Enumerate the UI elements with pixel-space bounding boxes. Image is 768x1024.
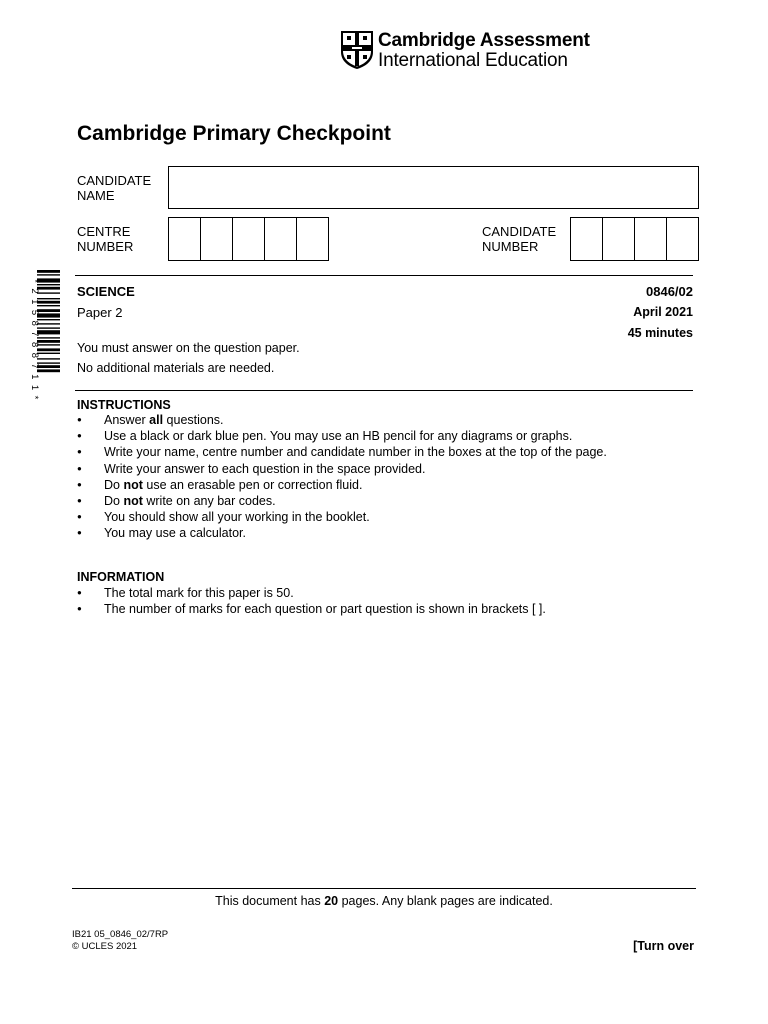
list-item — [77, 412, 607, 428]
turn-over-label: [Turn over — [633, 939, 694, 953]
information-list — [77, 585, 546, 617]
centre-number-digit-box[interactable] — [169, 218, 201, 260]
list-item — [77, 509, 607, 525]
instructions-heading: INSTRUCTIONS — [77, 398, 171, 412]
page-count-note — [0, 894, 768, 908]
page-title: Cambridge Primary Checkpoint — [77, 122, 391, 145]
paper-number: Paper 2 — [77, 305, 123, 320]
instruction-text: Answer — [104, 413, 150, 427]
exam-date: April 2021 — [633, 305, 693, 319]
list-item — [77, 585, 546, 601]
instructions-list — [77, 412, 607, 542]
instruction-text: You may use a calculator. — [104, 526, 246, 541]
instruction-text: Write your answer to each question in the space provided. — [104, 461, 426, 476]
document-reference: IB21 05_0846_02/7RP — [72, 929, 169, 940]
barcode — [20, 270, 62, 412]
candidate-number-digit-box[interactable] — [635, 218, 667, 260]
instruction-text: questions. — [163, 413, 224, 427]
candidate-number-field[interactable] — [570, 217, 699, 261]
centre-number-label-line1: CENTRE — [77, 224, 131, 239]
centre-number-digit-box[interactable] — [265, 218, 297, 260]
divider — [75, 275, 693, 276]
instruction-text: Do — [104, 477, 124, 492]
list-item — [77, 477, 607, 493]
barcode-text: * 2 1 5 8 7 8 8 7 1 1 * — [29, 279, 40, 401]
centre-number-digit-box[interactable] — [233, 218, 265, 260]
paper-code: 0846/02 — [646, 284, 693, 299]
candidate-name-label-line2: NAME — [77, 188, 115, 203]
centre-number-digit-box[interactable] — [201, 218, 233, 260]
subject: SCIENCE — [77, 284, 135, 299]
centre-number-label — [77, 224, 133, 254]
candidate-number-digit-box[interactable] — [603, 218, 635, 260]
information-heading: INFORMATION — [77, 570, 165, 584]
footer-divider — [72, 888, 696, 889]
list-item — [77, 525, 607, 541]
candidate-number-label-line2: NUMBER — [482, 239, 539, 254]
instruction-text: Write your name, centre number and candidate number in the boxes at the top of the page. — [104, 445, 607, 460]
materials-note-1: You must answer on the question paper. — [77, 341, 300, 355]
list-item — [77, 444, 607, 460]
page-count-text: This document has — [215, 894, 325, 908]
list-item — [77, 461, 607, 477]
instruction-emphasis: all — [149, 413, 164, 427]
instruction-text: Do — [104, 493, 124, 508]
logo-text-line1: Cambridge Assessment — [378, 30, 590, 51]
page-count-number: 20 — [324, 894, 339, 908]
instruction-text: Use a black or dark blue pen. You may use an HB pencil for any diagrams or graphs. — [104, 429, 573, 444]
instruction-text: use an erasable pen or correction fluid. — [142, 477, 363, 492]
instruction-emphasis: not — [123, 493, 143, 508]
candidate-name-label — [77, 173, 151, 203]
centre-number-field[interactable] — [168, 217, 329, 261]
information-text: The total mark for this paper is 50. — [104, 586, 294, 600]
instruction-emphasis: not — [123, 477, 143, 492]
list-item — [77, 601, 546, 617]
candidate-number-digit-box[interactable] — [667, 218, 698, 260]
materials-note-2: No additional materials are needed. — [77, 361, 275, 375]
centre-number-digit-box[interactable] — [297, 218, 328, 260]
exam-duration: 45 minutes — [627, 326, 693, 340]
list-item — [77, 428, 607, 444]
logo-text-line2: International Education — [378, 50, 568, 71]
candidate-number-label — [482, 224, 556, 254]
information-text: The number of marks for each question or part question is shown in brackets [ ]. — [104, 602, 546, 617]
candidate-name-field[interactable] — [168, 166, 699, 209]
copyright: © UCLES 2021 — [72, 941, 138, 952]
centre-number-label-line2: NUMBER — [77, 239, 134, 254]
instruction-text: write on any bar codes. — [142, 493, 276, 508]
barcode-bars — [20, 270, 62, 412]
divider — [75, 390, 693, 391]
page-count-text: pages. Any blank pages are indicated. — [338, 894, 553, 908]
candidate-name-label-line1: CANDIDATE — [77, 173, 152, 188]
instruction-text: You should show all your working in the booklet. — [104, 510, 370, 525]
candidate-number-label-line1: CANDIDATE — [482, 224, 557, 239]
cambridge-crest-icon — [340, 30, 374, 70]
candidate-number-digit-box[interactable] — [571, 218, 603, 260]
list-item — [77, 493, 607, 509]
